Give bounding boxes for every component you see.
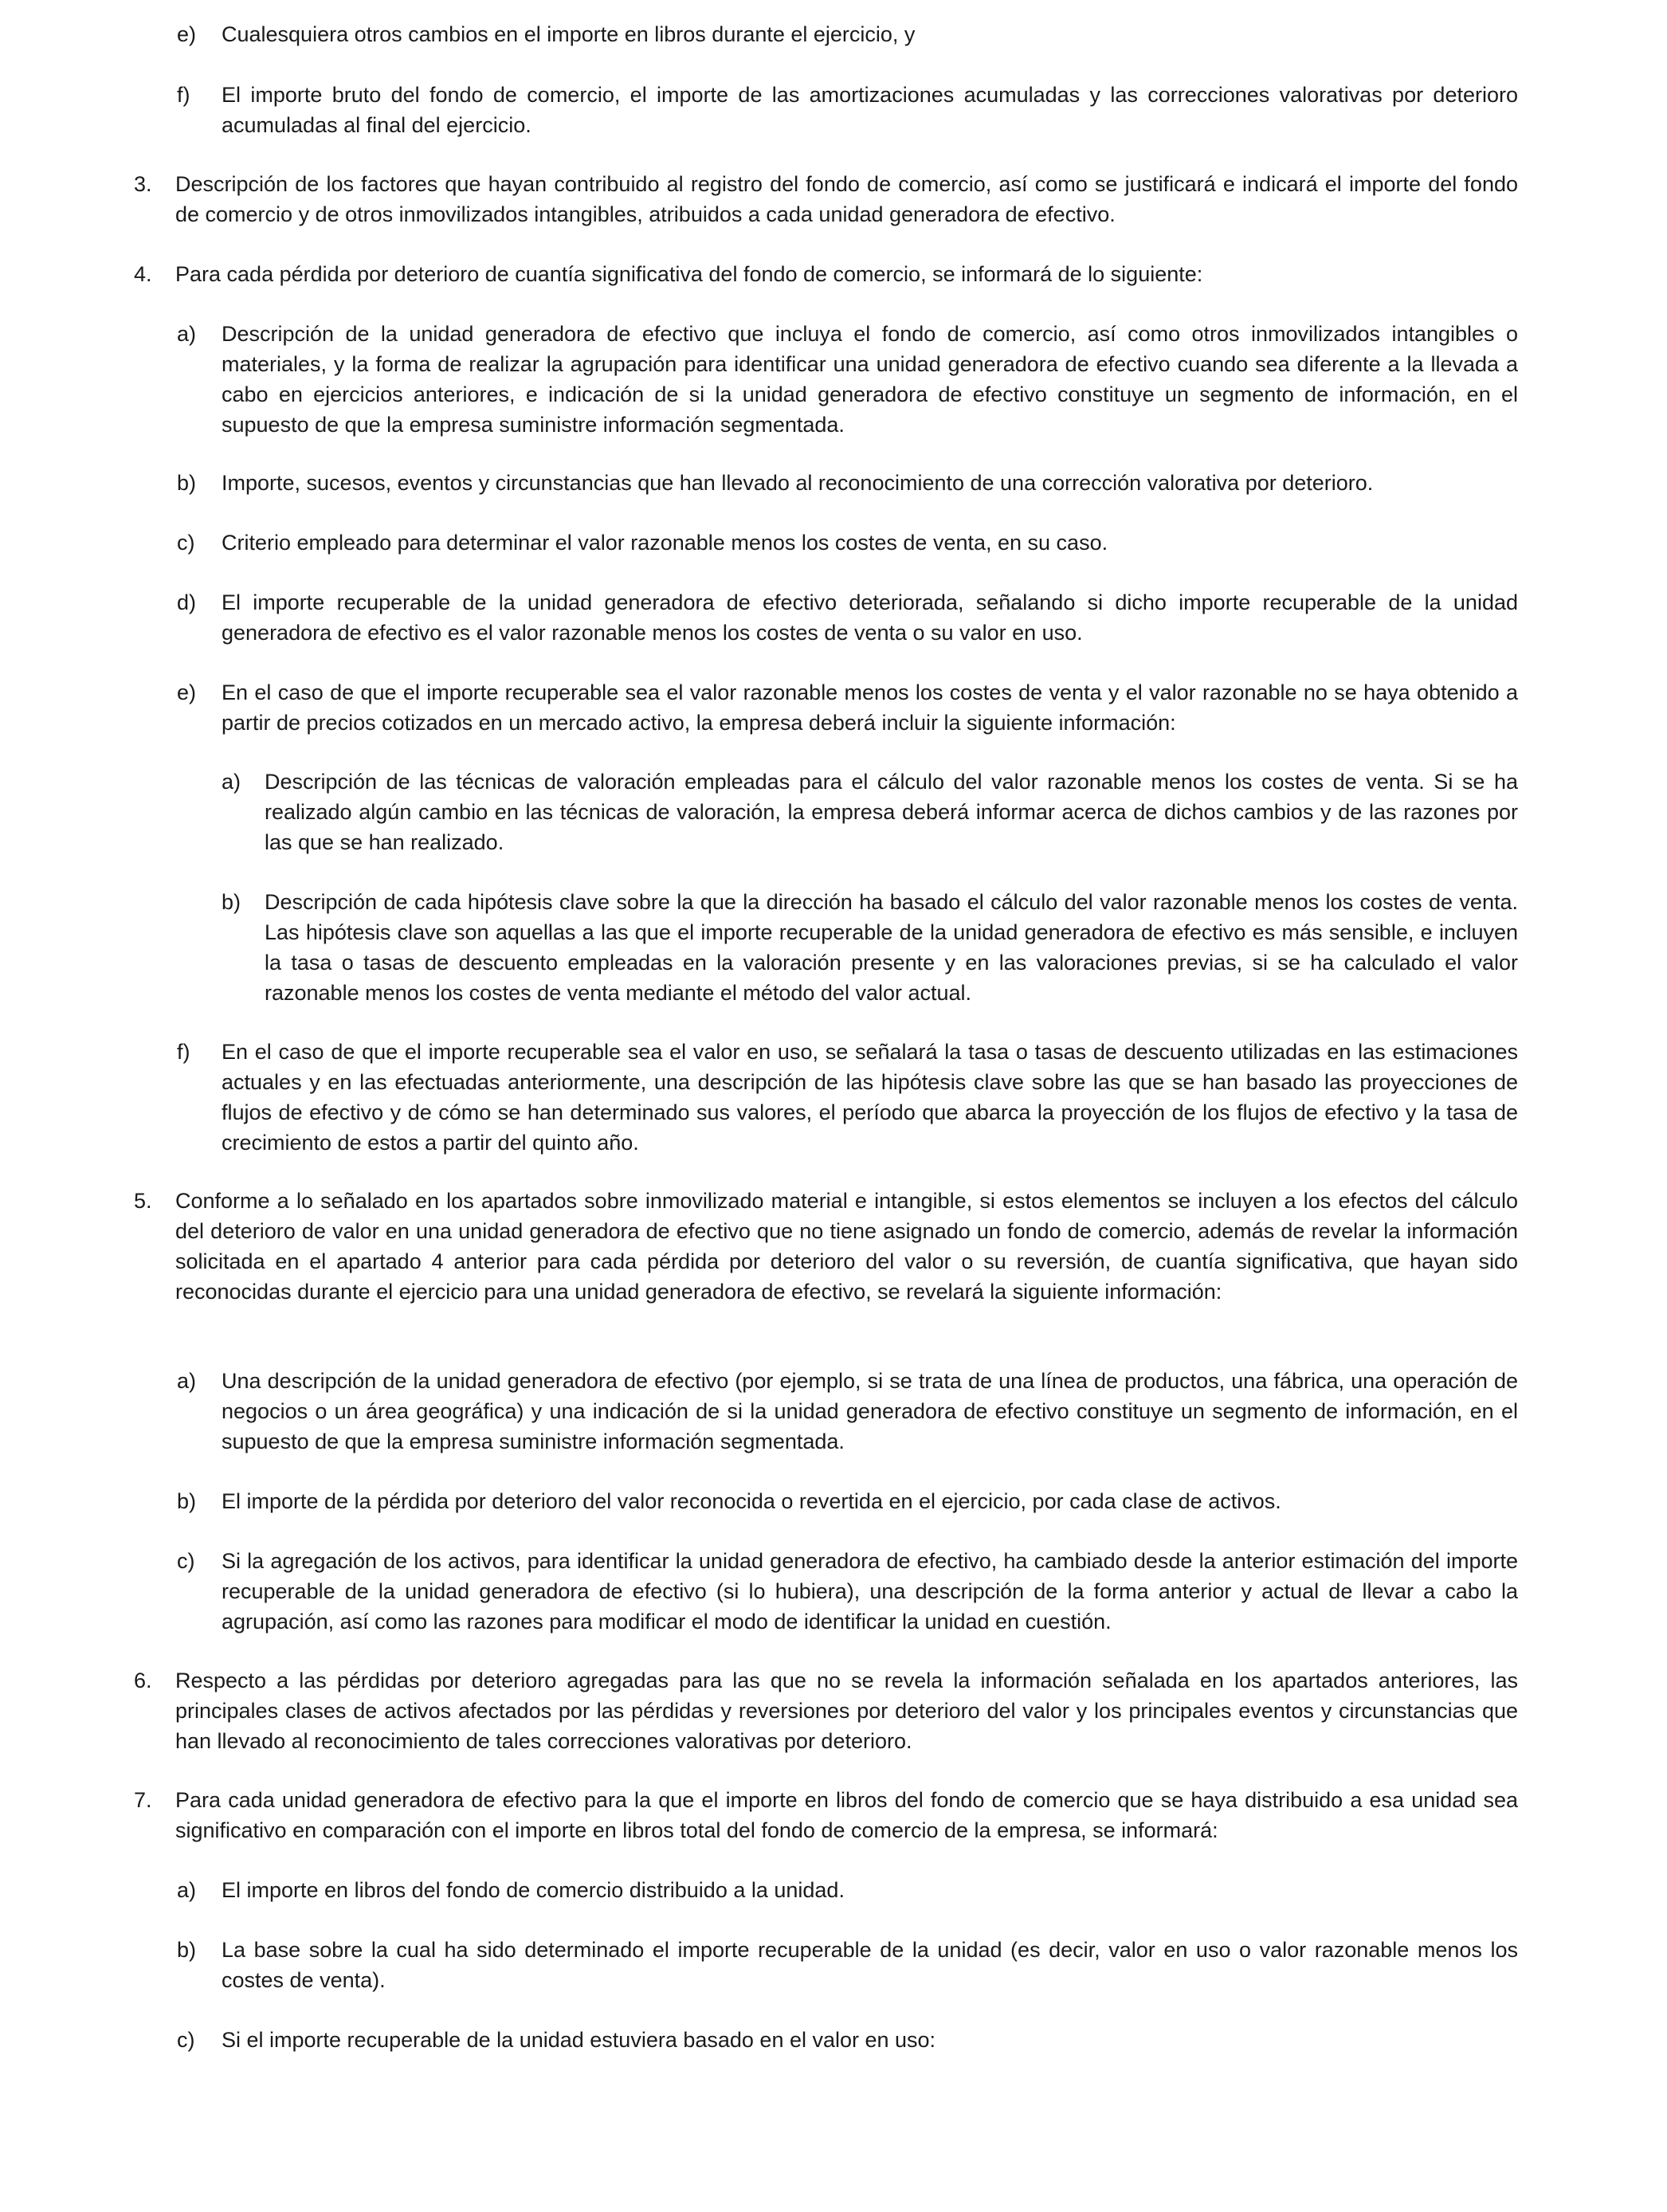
item-marker: c) <box>177 531 195 555</box>
list-item <box>134 259 1518 289</box>
list-item <box>177 19 1518 49</box>
item-text: Una descripción de la unidad generadora de efectivo (por ejemplo, si se trata de una línea de productos, una fábrica, una operación de negocios o un área geográfica) y una indicación de si la unidad generadora de efectivo constituye un segmento de información, en el supuesto de que la empresa suministre información segmentada. <box>222 1369 1518 1453</box>
item-text: Si la agregación de los activos, para identificar la unidad generadora de efectivo, ha cambiado desde la anterior estimación del importe recuperable de la unidad generadora de efectivo (si lo hubiera), una descripción de la forma anterior y actual de llevar a cabo la agrupación, así como las razones para modificar el modo de identificar la unidad en cuestión. <box>222 1549 1518 1634</box>
item-marker: e) <box>177 680 197 704</box>
item-marker: b) <box>222 890 241 914</box>
list-item <box>177 80 1518 140</box>
item-text: En el caso de que el importe recuperable sea el valor en uso, se señalará la tasa o tasas de descuento utilizadas en las estimaciones actuales y en las efectuadas anteriormente, una descripción de las hipótesis clave sobre las que se han basado las proyecciones de flujos de efectivo y de cómo se han determinado sus valores, el período que abarca la proyección de los flujos de efectivo y la tasa de crecimiento de estos a partir del quinto año. <box>222 1040 1518 1155</box>
item-marker: a) <box>222 770 241 794</box>
item-marker: a) <box>177 1878 197 1902</box>
item-marker: a) <box>177 322 197 346</box>
list-item <box>177 2025 1518 2055</box>
item-text: Para cada pérdida por deterioro de cuantía significativa del fondo de comercio, se informará de lo siguiente: <box>175 262 1203 286</box>
list-item <box>177 528 1518 558</box>
item-marker: a) <box>177 1369 197 1393</box>
list-item <box>134 1665 1518 1756</box>
list-item <box>177 677 1518 738</box>
item-text: Cualesquiera otros cambios en el importe en libros durante el ejercicio, y <box>222 22 916 46</box>
item-text: Descripción de cada hipótesis clave sobre la que la dirección ha basado el cálculo del valor razonable menos los costes de venta. Las hipótesis clave son aquellas a las que el importe recuperable de la unidad generadora de efectivo es más sensible, e incluyen la tasa o tasas de descuento empleadas en la valoración presente y en las valoraciones previas, si se ha calculado el valor razonable menos los costes de venta mediante el método del valor actual. <box>265 890 1518 1005</box>
item-marker: f) <box>177 1040 190 1064</box>
item-text: La base sobre la cual ha sido determinado el importe recuperable de la unidad (es decir, valor en uso o valor razonable menos los costes de venta). <box>222 1938 1518 1992</box>
list-item <box>177 587 1518 648</box>
item-text: Respecto a las pérdidas por deterioro agregadas para las que no se revela la información señalada en los apartados anteriores, las principales clases de activos afectados por las pérdidas y reversiones por deterioro del valor y los principales eventos y circunstancias que han llevado al reconocimiento de tales correcciones valorativas por deterioro. <box>175 1669 1518 1753</box>
item-marker: f) <box>177 83 190 107</box>
item-marker: 7. <box>134 1788 152 1812</box>
item-marker: c) <box>177 1549 195 1573</box>
item-text: El importe bruto del fondo de comercio, el importe de las amortizaciones acumuladas y las correcciones valorativas por deterioro acumuladas al final del ejercicio. <box>222 83 1518 137</box>
list-item <box>222 767 1518 857</box>
item-marker: c) <box>177 2028 195 2052</box>
list-item <box>177 1037 1518 1158</box>
list-item <box>177 1546 1518 1637</box>
list-item <box>134 1186 1518 1307</box>
item-text: Criterio empleado para determinar el valor razonable menos los costes de venta, en su caso. <box>222 531 1108 555</box>
item-marker: e) <box>177 22 197 46</box>
item-text: Si el importe recuperable de la unidad estuviera basado en el valor en uso: <box>222 2028 936 2052</box>
item-marker: 5. <box>134 1189 152 1213</box>
item-marker: 6. <box>134 1669 152 1692</box>
list-item <box>177 1935 1518 1995</box>
list-item <box>222 887 1518 1008</box>
list-item <box>134 1785 1518 1845</box>
item-marker: 3. <box>134 172 152 196</box>
item-marker: b) <box>177 471 197 495</box>
item-text: Descripción de la unidad generadora de efectivo que incluya el fondo de comercio, así como otros inmovilizados intangibles o materiales, y la forma de realizar la agrupación para identificar una unidad generadora de efectivo cuando sea diferente a la llevada a cabo en ejercicios anteriores, e indicación de si la unidad generadora de efectivo constituye un segmento de información, en el supuesto de que la empresa suministre información segmentada. <box>222 322 1518 437</box>
list-item <box>177 468 1518 498</box>
item-text: El importe de la pérdida por deterioro del valor reconocida o revertida en el ejercicio, por cada clase de activos. <box>222 1489 1281 1513</box>
list-item <box>177 319 1518 440</box>
item-marker: b) <box>177 1938 197 1962</box>
list-item <box>134 169 1518 229</box>
item-text: En el caso de que el importe recuperable sea el valor razonable menos los costes de venta y el valor razonable no se haya obtenido a partir de precios cotizados en un mercado activo, la empresa deberá incluir la siguiente información: <box>222 680 1518 735</box>
item-text: El importe en libros del fondo de comercio distribuido a la unidad. <box>222 1878 845 1902</box>
item-text: Importe, sucesos, eventos y circunstancias que han llevado al reconocimiento de una corrección valorativa por deterioro. <box>222 471 1374 495</box>
list-item <box>177 1366 1518 1457</box>
item-marker: b) <box>177 1489 197 1513</box>
item-text: Conforme a lo señalado en los apartados sobre inmovilizado material e intangible, si estos elementos se incluyen a los efectos del cálculo del deterioro de valor en una unidad generadora de efectivo que no tiene asignado un fondo de comercio, además de revelar la información solicitada en el apartado 4 anterior para cada pérdida por deterioro del valor o su reversión, de cuantía significativa, que hayan sido reconocidas durante el ejercicio para una unidad generadora de efectivo, se revelará la siguiente información: <box>175 1189 1518 1304</box>
item-text: Descripción de los factores que hayan contribuido al registro del fondo de comercio, así como se justificará e indicará el importe del fondo de comercio y de otros inmovilizados intangibles, atribuidos a cada unidad generadora de efectivo. <box>175 172 1518 226</box>
item-text: Descripción de las técnicas de valoración empleadas para el cálculo del valor razonable menos los costes de venta. Si se ha realizado algún cambio en las técnicas de valoración, la empresa deberá informar acerca de dichos cambios y de las razones por las que se han realizado. <box>265 770 1518 854</box>
item-marker: d) <box>177 590 197 614</box>
item-text: El importe recuperable de la unidad generadora de efectivo deteriorada, señalando si dicho importe recuperable de la unidad generadora de efectivo es el valor razonable menos los costes de venta o su valor en uso. <box>222 590 1518 645</box>
list-item <box>177 1486 1518 1516</box>
item-text: Para cada unidad generadora de efectivo para la que el importe en libros del fondo de comercio que se haya distribuido a esa unidad sea significativo en comparación con el importe en libros total del fondo de comercio de la empresa, se informará: <box>175 1788 1518 1842</box>
item-marker: 4. <box>134 262 152 286</box>
list-item <box>177 1875 1518 1905</box>
